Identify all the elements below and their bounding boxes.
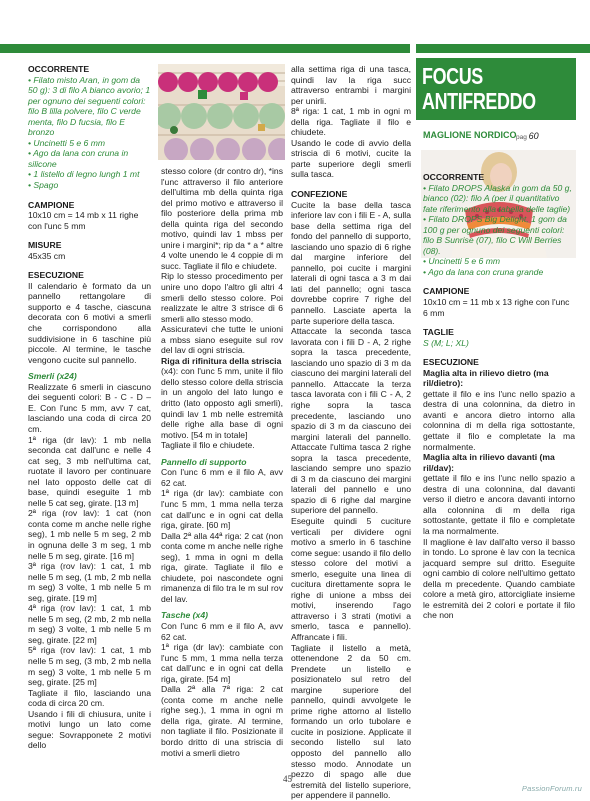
text-paragraph: 4ª riga (rov lav): 1 cat, 1 mb nelle 5 m seg, (2 mb, 2 mb nella m seg) 3 volte, 1 mb nelle 5 m seg, girate. [22 m] <box>28 603 151 645</box>
text-paragraph: S (M; L; XL) <box>423 337 469 348</box>
text-paragraph: 5ª riga (rov lav): 1 cat, 1 mb nelle 5 m seg, (3 mb, 2 mb nella m seg) 3 volte, 1 mb nelle 5 m seg, girate. [25 m] <box>28 645 151 688</box>
column-2 <box>161 166 283 758</box>
text-paragraph: Tagliate il listello a metà, ottenendone 2 da 50 cm. Prendete un listello e posizionatelo sul retro del margine superiore del pannello, quindi avvolgete le prime righe attorno al listello formando un orlo tubolare e cucite in posizione. Applicate il secondo listello sul lato opposto del pannello allo stesso modo. Annodate un pezzo di spago alle due estremità del listello superiore, per appendere il pannello. <box>291 642 411 801</box>
text-paragraph: Assicuratevi che tutte le unioni a mbss siano eseguite sul rov del lav di ogni striscia. <box>161 324 283 356</box>
focus-subtitle: MAGLIONE NORDICO <box>423 130 517 140</box>
text-paragraph: MISURE <box>28 240 62 251</box>
text-paragraph: • Spago <box>28 180 59 191</box>
text-paragraph: Pannello di supporto <box>161 456 247 467</box>
text-paragraph: Cucite la base della tasca inferiore lav con i fili E - A, sulla base della settima riga del fondo del pannello di supporto, lasciando uno spazio di 6 righe dal margine inferiore del pannello, poi cucite i margini laterali di ogni tasca a 3 m dai lati del pannello; ogni tasca dovrebbe coprire 7 righe del pannello. Lasciate aperta la parte superiore della tasca. <box>291 199 411 326</box>
text-paragraph: 10x10 cm = 14 mb x 11 righe con l'unc 5 mm <box>28 210 139 231</box>
text-paragraph: Rip lo stesso procedimento per unire uno dopo l'altro gli altri 4 smerli dello stesso colore. Poi realizzate le altre 3 strisce di 6 smerli allo stesso modo. <box>161 271 283 324</box>
column-4 <box>423 172 575 621</box>
text-paragraph: • Ago da lana con cruna in silicone <box>28 148 129 169</box>
text-paragraph: gettate il filo e ins l'unc nello spazio a destra di una colonnina, da dietro in avanti e ancora dietro intorno alla colonnina di m della riga sottostante, gettate il filo e completate la ma normalmente. <box>423 388 575 452</box>
text-paragraph: Dalla 2ª alla 44ª riga: 2 cat (non conta come m anche nelle righe seg), 1 mma in ogni m della riga, girate. Tagliate il filo e chiudete, poi nascondete ogni rimanenza di filo tra le m sul rov del lav. <box>161 530 283 604</box>
calendar-photo-image <box>158 64 285 160</box>
page-reference-number: 60 <box>528 131 539 141</box>
text-paragraph: 1ª riga (dr lav): 1 mb nella seconda cat dall'unc e nelle 4 cat seg, 3 mb nell'ultima cat, ruotate il lavoro per continuare nel lato opposto delle cat di base, quindi eseguite 1 mb nelle 5 cat seg, girate. [13 m] <box>28 434 151 508</box>
text-paragraph: • Uncinetti 5 e 6 mm <box>423 256 501 267</box>
text-paragraph: TAGLIE <box>423 327 454 338</box>
text-paragraph: 8ª riga: 1 cat, 1 mb in ogni m della riga. Tagliate il filo e chiudete. <box>291 106 411 138</box>
text-paragraph: Smerli (x24) <box>28 371 77 382</box>
column-3 <box>291 64 411 801</box>
text-paragraph: Realizzate 6 smerli in ciascuno dei seguenti colori: B - C - D – E. Con l'unc 5 mm, avv 7 cat, lasciando una coda di circa 20 cm. <box>28 381 151 434</box>
text-paragraph: 3ª riga (rov lav): 1 cat, 1 mb nelle 5 m seg, (1 mb, 2 mb nella m seg) 3 volte, 1 mb nelle 5 m seg, girate. [19 m] <box>28 561 151 603</box>
text-paragraph: • Filato DROPS Big Delight, 1 gom da 100 g per ognuno dei seguenti colori: filo B Sunrise (07), filo C Will Berries (08). <box>423 214 567 256</box>
calendar-photo <box>158 64 285 160</box>
text-paragraph: Maglia alta in rilievo davanti (ma ril/dav): <box>423 452 555 473</box>
text-paragraph: stesso colore (dr contro dr), *ins l'unc attraverso il filo anteriore dell'ultima mb della quinta riga del primo motivo e attraverso il filo posteriore della prima mb della quinta riga del secondo motivo, quindi lav 1 mbss per unire i margini*; rip da * a * altre 4 volte unendo le 4 coppie di m succ. Tagliate il filo e chiudete. <box>161 166 283 271</box>
text-paragraph: • 1 listello di legno lungh 1 mt <box>28 169 140 180</box>
text-paragraph: Il calendario è formato da un pannello rettangolare di supporto e 4 tasche, ciascuna decorata con 6 motivi a smerli che corrispondono alla suddivisione in 6 taschine più piccole. Al termine, le tasche vengono cucite sul pannello. <box>28 280 151 365</box>
focus-title: FOCUS ANTIFREDDO <box>422 63 536 114</box>
text-paragraph: 1ª riga (dr lav): cambiate con l'unc 5 mm, 1 mma nella terza cat dall'unc e in ogni cat della riga, girate. [54 m] <box>161 642 283 684</box>
text-paragraph: Il maglione è lav dall'alto verso il basso in tondo. Lo sprone è lav con la tecnica jacquard sempre sul dritto. Eseguite ogni cambio di colore nell'ultimo gettato della m precedente. Quando cambiate colore a metà giro, attorcigliate insieme le estremità dei 2 colori e portate il filo che non <box>423 536 575 621</box>
text-paragraph: 2ª riga (rov lav): 1 cat (non conta come m anche nelle righe seg), 1 mb nelle 5 m seg, 2 mb in ognuna delle 3 m seg, 1 mb nelle 5 m seg, girate. [16 m] <box>28 508 151 561</box>
text-paragraph: Eseguite quindi 5 cuciture verticali per dividere ogni motivo a smerlo in 6 taschine come segue: usando il filo dello stesso colore del motivi a smerlo, eseguite una linea di cucitura direttamente sopra le righe di unione a mbss dei motivi, inserendo l'ago attraverso i 3 strati (motivi a smerlo, tasca e pannello). Affrancate i fili. <box>291 515 411 642</box>
text-paragraph: Usando i fili di chiusura, unite i motivi lungo un lato come segue: Sovrapponete 2 motivi dello <box>28 708 151 751</box>
text-paragraph: ESECUZIONE <box>28 270 84 281</box>
top-green-bar <box>0 44 410 53</box>
text-paragraph: Attaccate la seconda tasca lavorata con i fili D - A, 2 righe sopra la tasca precedente, lasciando uno spazio di 3 m da ciascuno dei margini laterali del pannello. Attaccate la terza tasca lavorata con i fili C - A, 2 righe sopra la tasca precedente, lasciando uno spazio di 3 m da ciascuno dei margini laterali del pannello. Attaccate l'ultima tasca 2 righe sopra la tasca precedente, lasciando sempre uno spazio di 3 m da ciascuno dei margini laterali del pannello e uno spazio di 6 righe dal margine superiore del pannello. <box>291 326 411 516</box>
text-paragraph: Maglia alta in rilievo dietro (ma ril/dietro): <box>423 367 549 389</box>
text-paragraph: Usando le code di avvio della striscia di 6 motivi, cucite la parte superiore degli smerli sulla tasca. <box>291 137 411 180</box>
text-paragraph: alla settima riga di una tasca, quindi lav la riga succ attraverso entrambi i margini per unirli. <box>291 64 411 106</box>
text-paragraph: 45x35 cm <box>28 250 66 261</box>
page-number: 45 <box>283 774 292 784</box>
text-paragraph: ESECUZIONE <box>423 357 479 368</box>
text-paragraph: • Filato misto Aran, in gom da 50 g): 3 di filo A bianco avorio; 1 per ognuno dei seguenti colori: filo B lilla polvere, filo C verde menta, filo D fucsia, filo E bronzo <box>28 74 151 138</box>
watermark: PassionForum.ru <box>521 784 582 793</box>
focus-banner <box>416 58 576 120</box>
top-green-bar-right <box>416 44 590 53</box>
text-paragraph: CAMPIONE <box>423 286 470 297</box>
text-paragraph: CONFEZIONE <box>291 189 348 200</box>
text-paragraph: Dalla 2ª alla 7ª riga: 2 cat (conta come m anche nelle righe seg.), 1 mma in ogni m della riga, girate. Al termine, non tagliate il filo. Posizionate il bordo dritto di una striscia di motivi a smerli dietro <box>161 684 283 758</box>
text-paragraph: Riga di rifinitura della striscia <box>161 355 282 366</box>
text-paragraph: Tagliate il filo, lasciando una coda di circa 20 cm. <box>28 687 151 709</box>
column-1 <box>28 64 151 751</box>
text-paragraph: CAMPIONE <box>28 199 75 210</box>
text-paragraph: • Uncinetti 5 e 6 mm <box>28 137 106 148</box>
text-paragraph: gettate il filo e ins l'unc nello spazio a destra di una colonnina, dal davanti verso il dietro e ancora davanti intorno alla colonnina di m della riga sottostante, gettate il filo e completate la ma normalmente. <box>423 473 575 536</box>
text-paragraph: • Ago da lana con cruna grande <box>423 266 544 277</box>
text-paragraph: 10x10 cm = 11 mb x 13 righe con l'unc 6 mm <box>423 297 570 318</box>
text-paragraph: Con l'unc 6 mm e il filo A, avv 62 cat. <box>161 620 283 642</box>
page-reference <box>516 131 539 141</box>
page-reference-label: pag <box>516 134 527 141</box>
text-paragraph: OCCORRENTE <box>28 64 90 74</box>
text-paragraph: OCCORRENTE <box>423 172 485 182</box>
text-paragraph: Tagliate il filo e chiudete. <box>161 440 255 451</box>
text-paragraph: Tasche (x4) <box>161 610 208 621</box>
text-paragraph: 1ª riga (dr lav): cambiate con l'unc 5 mm, 1 mma nella terza cat dall'unc e in ogni cat della riga, girate. [60 m] <box>161 488 283 531</box>
text-paragraph: (x4): con l'unc 5 mm, unite il filo dello stesso colore della striscia in un angolo del lato lungo e dritto (lato opposto agli smerli), quindi lav 1 mb nelle estremità delle righe alla base di ogni motivo. [54 m in totale] <box>161 366 283 440</box>
text-paragraph: • Filato DROPS Alaska in gom da 50 g, bianco (02): filo A (per il quantitativo fate riferimento alla tabella delle taglie) <box>423 182 572 214</box>
text-paragraph: Con l'unc 6 mm e il filo A, avv 62 cat. <box>161 467 283 488</box>
